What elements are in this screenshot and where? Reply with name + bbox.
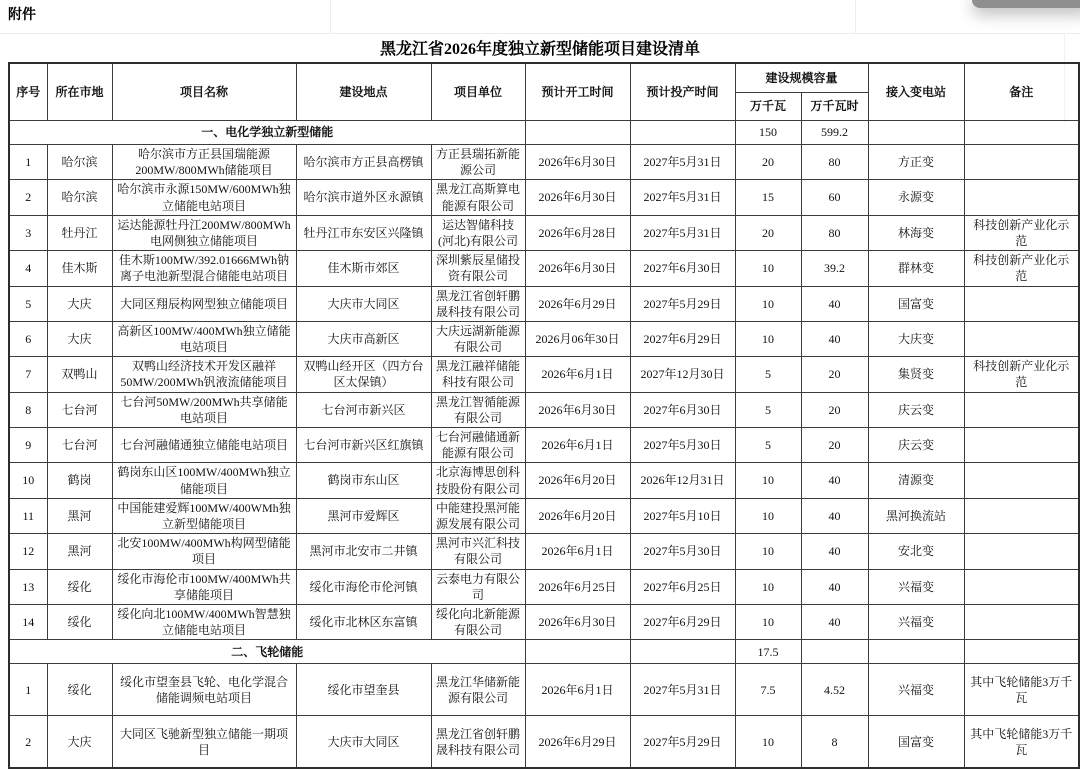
- cell-city: 双鸭山: [47, 357, 112, 392]
- cell-unit: 运达智储科技(河北)有限公司: [431, 215, 525, 250]
- table-row: [9, 534, 1079, 569]
- cell-seq: 13: [9, 569, 47, 604]
- cell-capacity-mwh: 40: [801, 534, 868, 569]
- cell-capacity-mwh: 39.2: [801, 251, 868, 286]
- cell-seq: 7: [9, 357, 47, 392]
- cell-project-name: 绥化向北100MW/400MWh智慧独立储能电站项目: [112, 604, 296, 639]
- table-row: [9, 716, 1079, 769]
- cell-seq: 2: [9, 716, 47, 769]
- section-capacity-mw: 150: [735, 121, 801, 145]
- cell-unit: 深圳紫辰星储投资有限公司: [431, 251, 525, 286]
- cell-capacity-mwh: 60: [801, 180, 868, 215]
- header-capacity-mw: 万千瓦: [735, 93, 801, 121]
- cell-remark: 其中飞轮储能3万千瓦: [964, 664, 1079, 716]
- cell-project-name: 七台河融储通独立储能电站项目: [112, 428, 296, 463]
- cell-substation: 兴福变: [868, 664, 964, 716]
- cell-capacity-mw: 20: [735, 215, 801, 250]
- cell-production-date: 2027年6月30日: [630, 251, 735, 286]
- cell-remark: [964, 498, 1079, 533]
- cell-capacity-mw: 10: [735, 498, 801, 533]
- header-unit: 项目单位: [431, 63, 525, 121]
- table-row: [9, 215, 1079, 250]
- table-row: [9, 357, 1079, 392]
- cell-city: 哈尔滨: [47, 145, 112, 180]
- cell-remark: [964, 604, 1079, 639]
- section-prod-blank: [630, 640, 735, 664]
- background-gridline-vertical-2: [855, 0, 856, 33]
- cell-remark: [964, 463, 1079, 498]
- section-start-blank: [525, 640, 630, 664]
- cell-seq: 4: [9, 251, 47, 286]
- cell-location: 双鸭山经开区（四方台区太保镇）: [296, 357, 431, 392]
- cell-location: 七台河市新兴区红旗镇: [296, 428, 431, 463]
- cell-city: 七台河: [47, 392, 112, 427]
- cell-capacity-mwh: 40: [801, 604, 868, 639]
- cell-capacity-mwh: 4.52: [801, 664, 868, 716]
- cell-remark: [964, 428, 1079, 463]
- cell-production-date: 2027年5月30日: [630, 534, 735, 569]
- cell-capacity-mwh: 20: [801, 392, 868, 427]
- cell-location: 黑河市北安市二井镇: [296, 534, 431, 569]
- cell-capacity-mw: 10: [735, 321, 801, 356]
- cell-start-date: 2026年6月1日: [525, 428, 630, 463]
- cell-substation: 国富变: [868, 716, 964, 769]
- cell-unit: 中能建投黑河能源发展有限公司: [431, 498, 525, 533]
- cell-seq: 5: [9, 286, 47, 321]
- header-capacity-mwh: 万千瓦时: [801, 93, 868, 121]
- cell-substation: 安北变: [868, 534, 964, 569]
- table-row: [9, 180, 1079, 215]
- cell-capacity-mwh: 40: [801, 286, 868, 321]
- table-row: [9, 664, 1079, 716]
- section-capacity-mwh: [801, 640, 868, 664]
- cell-substation: 庆云变: [868, 428, 964, 463]
- cell-production-date: 2026年12月31日: [630, 463, 735, 498]
- cell-city: 牡丹江: [47, 215, 112, 250]
- cell-substation: 集贤变: [868, 357, 964, 392]
- cell-substation: 群林变: [868, 251, 964, 286]
- cell-unit: 黑龙江省创轩鹏晟科技有限公司: [431, 286, 525, 321]
- cell-remark: [964, 569, 1079, 604]
- table-row: [9, 463, 1079, 498]
- cell-substation: 大庆变: [868, 321, 964, 356]
- cell-production-date: 2027年6月25日: [630, 569, 735, 604]
- section-row: [9, 640, 1079, 664]
- cell-substation: 兴福变: [868, 604, 964, 639]
- table-row: [9, 498, 1079, 533]
- cell-capacity-mw: 5: [735, 392, 801, 427]
- cell-location: 哈尔滨市道外区永源镇: [296, 180, 431, 215]
- cell-start-date: 2026年6月1日: [525, 664, 630, 716]
- cell-start-date: 2026年6月1日: [525, 357, 630, 392]
- cell-city: 哈尔滨: [47, 180, 112, 215]
- cell-project-name: 绥化市望奎县飞轮、电化学混合储能调频电站项目: [112, 664, 296, 716]
- cell-substation: 庆云变: [868, 392, 964, 427]
- cell-capacity-mwh: 8: [801, 716, 868, 769]
- cell-unit: 黑龙江高斯算电能源有限公司: [431, 180, 525, 215]
- cell-production-date: 2027年6月29日: [630, 321, 735, 356]
- cell-location: 绥化市北林区东富镇: [296, 604, 431, 639]
- cell-start-date: 2026年6月29日: [525, 716, 630, 769]
- cell-unit: 七台河融储通新能源有限公司: [431, 428, 525, 463]
- cell-city: 绥化: [47, 569, 112, 604]
- cell-capacity-mw: 10: [735, 463, 801, 498]
- cell-substation: 黑河换流站: [868, 498, 964, 533]
- cell-project-name: 大同区飞驰新型独立储能一期项目: [112, 716, 296, 769]
- cell-capacity-mwh: 80: [801, 145, 868, 180]
- cell-seq: 6: [9, 321, 47, 356]
- table-row: [9, 145, 1079, 180]
- table-row: [9, 569, 1079, 604]
- cell-capacity-mwh: 40: [801, 498, 868, 533]
- section-capacity-mwh: 599.2: [801, 121, 868, 145]
- cell-seq: 3: [9, 215, 47, 250]
- cell-capacity-mwh: 80: [801, 215, 868, 250]
- cell-production-date: 2027年5月29日: [630, 716, 735, 769]
- cell-city: 大庆: [47, 716, 112, 769]
- cell-seq: 2: [9, 180, 47, 215]
- section-prod-blank: [630, 121, 735, 145]
- cell-project-name: 佳木斯100MW/392.01666MWh钠离子电池新型混合储能电站项目: [112, 251, 296, 286]
- cell-capacity-mw: 10: [735, 604, 801, 639]
- cell-production-date: 2027年6月29日: [630, 604, 735, 639]
- cell-capacity-mw: 7.5: [735, 664, 801, 716]
- cell-project-name: 七台河50MW/200MWh共享储能电站项目: [112, 392, 296, 427]
- header-city: 所在市地: [47, 63, 112, 121]
- section-remark-blank: [964, 640, 1079, 664]
- cell-seq: 10: [9, 463, 47, 498]
- cell-city: 绥化: [47, 604, 112, 639]
- cell-start-date: 2026年6月30日: [525, 180, 630, 215]
- corner-ui-fragment: [972, 0, 1080, 8]
- header-location: 建设地点: [296, 63, 431, 121]
- cell-production-date: 2027年5月30日: [630, 428, 735, 463]
- cell-substation: 方正变: [868, 145, 964, 180]
- header-remark: 备注: [964, 63, 1079, 121]
- cell-location: 大庆市大同区: [296, 286, 431, 321]
- cell-production-date: 2027年5月31日: [630, 145, 735, 180]
- cell-production-date: 2027年5月10日: [630, 498, 735, 533]
- header-capacity-group: 建设规模容量: [735, 63, 868, 93]
- background-gridline-horizontal: [0, 33, 1080, 34]
- cell-city: 佳木斯: [47, 251, 112, 286]
- cell-capacity-mw: 10: [735, 716, 801, 769]
- table-row: [9, 604, 1079, 639]
- section-substation-blank: [868, 121, 964, 145]
- cell-production-date: 2027年5月31日: [630, 180, 735, 215]
- cell-project-name: 哈尔滨市方正县国瑞能源200MW/800MWh储能项目: [112, 145, 296, 180]
- cell-city: 黑河: [47, 534, 112, 569]
- projects-table: [8, 62, 1080, 769]
- section-start-blank: [525, 121, 630, 145]
- cell-remark: [964, 286, 1079, 321]
- cell-unit: 云泰电力有限公司: [431, 569, 525, 604]
- cell-city: 绥化: [47, 664, 112, 716]
- cell-start-date: 2026年6月30日: [525, 251, 630, 286]
- cell-project-name: 运达能源牡丹江200MW/800MWh电网侧独立储能项目: [112, 215, 296, 250]
- cell-substation: 林海变: [868, 215, 964, 250]
- cell-remark: 科技创新产业化示范: [964, 357, 1079, 392]
- cell-capacity-mw: 20: [735, 145, 801, 180]
- cell-remark: 科技创新产业化示范: [964, 251, 1079, 286]
- cell-production-date: 2027年5月31日: [630, 664, 735, 716]
- cell-capacity-mw: 10: [735, 286, 801, 321]
- cell-city: 大庆: [47, 286, 112, 321]
- cell-location: 鹤岗市东山区: [296, 463, 431, 498]
- cell-location: 绥化市望奎县: [296, 664, 431, 716]
- table-row: [9, 428, 1079, 463]
- cell-start-date: 2026月06年30日: [525, 321, 630, 356]
- cell-start-date: 2026年6月20日: [525, 463, 630, 498]
- cell-unit: 黑龙江省创轩鹏晟科技有限公司: [431, 716, 525, 769]
- attachment-label: 附件: [8, 6, 36, 22]
- cell-city: 大庆: [47, 321, 112, 356]
- table-row: [9, 286, 1079, 321]
- cell-capacity-mw: 10: [735, 569, 801, 604]
- cell-start-date: 2026年6月30日: [525, 145, 630, 180]
- cell-location: 绥化市海伦市伦河镇: [296, 569, 431, 604]
- cell-project-name: 北安100MW/400MWh构网型储能项目: [112, 534, 296, 569]
- cell-seq: 1: [9, 145, 47, 180]
- cell-capacity-mw: 5: [735, 357, 801, 392]
- section-title: 一、电化学独立新型储能: [9, 121, 525, 145]
- background-gridline-vertical-1: [330, 0, 331, 33]
- cell-production-date: 2027年12月30日: [630, 357, 735, 392]
- cell-remark: 其中飞轮储能3万千瓦: [964, 716, 1079, 769]
- cell-project-name: 大同区翔辰构网型独立储能项目: [112, 286, 296, 321]
- cell-capacity-mwh: 40: [801, 321, 868, 356]
- cell-location: 大庆市高新区: [296, 321, 431, 356]
- cell-capacity-mwh: 40: [801, 569, 868, 604]
- cell-seq: 1: [9, 664, 47, 716]
- cell-project-name: 双鸭山经济技术开发区融祥50MW/200MWh钒液流储能项目: [112, 357, 296, 392]
- cell-location: 大庆市大同区: [296, 716, 431, 769]
- cell-start-date: 2026年6月1日: [525, 534, 630, 569]
- cell-unit: 黑龙江智循能源有限公司: [431, 392, 525, 427]
- cell-unit: 黑河市兴汇科技有限公司: [431, 534, 525, 569]
- cell-production-date: 2027年5月29日: [630, 286, 735, 321]
- cell-project-name: 鹤岗东山区100MW/400MWh独立储能项目: [112, 463, 296, 498]
- cell-seq: 12: [9, 534, 47, 569]
- cell-capacity-mw: 15: [735, 180, 801, 215]
- cell-location: 牡丹江市东安区兴隆镇: [296, 215, 431, 250]
- cell-unit: 北京海博思创科技股份有限公司: [431, 463, 525, 498]
- cell-remark: [964, 321, 1079, 356]
- cell-seq: 9: [9, 428, 47, 463]
- header-seq: 序号: [9, 63, 47, 121]
- cell-unit: 黑龙江融祥储能科技有限公司: [431, 357, 525, 392]
- cell-city: 黑河: [47, 498, 112, 533]
- cell-production-date: 2027年6月30日: [630, 392, 735, 427]
- cell-substation: 国富变: [868, 286, 964, 321]
- cell-remark: [964, 534, 1079, 569]
- cell-remark: 科技创新产业化示范: [964, 215, 1079, 250]
- section-substation-blank: [868, 640, 964, 664]
- cell-project-name: 绥化市海伦市100MW/400MWh共享储能项目: [112, 569, 296, 604]
- table-row: [9, 321, 1079, 356]
- page-title: 黑龙江省2026年度独立新型储能项目建设清单: [379, 41, 700, 58]
- cell-unit: 黑龙江华储新能源有限公司: [431, 664, 525, 716]
- cell-city: 鹤岗: [47, 463, 112, 498]
- table-header: [9, 63, 1079, 121]
- cell-start-date: 2026年6月30日: [525, 392, 630, 427]
- section-row: [9, 121, 1079, 145]
- cell-start-date: 2026年6月29日: [525, 286, 630, 321]
- cell-start-date: 2026年6月20日: [525, 498, 630, 533]
- cell-seq: 14: [9, 604, 47, 639]
- cell-location: 黑河市爱辉区: [296, 498, 431, 533]
- header-start-date: 预计开工时间: [525, 63, 630, 121]
- cell-location: 哈尔滨市方正县高楞镇: [296, 145, 431, 180]
- cell-capacity-mw: 10: [735, 251, 801, 286]
- header-substation: 接入变电站: [868, 63, 964, 121]
- section-capacity-mw: 17.5: [735, 640, 801, 664]
- cell-seq: 11: [9, 498, 47, 533]
- cell-capacity-mw: 5: [735, 428, 801, 463]
- section-title: 二、飞轮储能: [9, 640, 525, 664]
- cell-capacity-mw: 10: [735, 534, 801, 569]
- cell-unit: 绥化向北新能源有限公司: [431, 604, 525, 639]
- cell-capacity-mwh: 40: [801, 463, 868, 498]
- cell-unit: 方正县瑞拓新能源公司: [431, 145, 525, 180]
- table-row: [9, 251, 1079, 286]
- table-body: [9, 121, 1079, 769]
- cell-remark: [964, 392, 1079, 427]
- cell-substation: 永源变: [868, 180, 964, 215]
- cell-project-name: 哈尔滨市永源150MW/600MWh独立储能电站项目: [112, 180, 296, 215]
- cell-production-date: 2027年5月31日: [630, 215, 735, 250]
- cell-start-date: 2026年6月25日: [525, 569, 630, 604]
- cell-location: 七台河市新兴区: [296, 392, 431, 427]
- cell-remark: [964, 180, 1079, 215]
- cell-project-name: 中国能建爱辉100MW/400WMh独立新型储能项目: [112, 498, 296, 533]
- cell-project-name: 高新区100MW/400MWh独立储能电站项目: [112, 321, 296, 356]
- cell-city: 七台河: [47, 428, 112, 463]
- cell-location: 佳木斯市郊区: [296, 251, 431, 286]
- cell-seq: 8: [9, 392, 47, 427]
- cell-remark: [964, 145, 1079, 180]
- header-production-date: 预计投产时间: [630, 63, 735, 121]
- cell-substation: 兴福变: [868, 569, 964, 604]
- cell-start-date: 2026年6月30日: [525, 604, 630, 639]
- cell-unit: 大庆远湖新能源有限公司: [431, 321, 525, 356]
- cell-start-date: 2026年6月28日: [525, 215, 630, 250]
- header-project-name: 项目名称: [112, 63, 296, 121]
- section-remark-blank: [964, 121, 1079, 145]
- cell-substation: 清源变: [868, 463, 964, 498]
- table-row: [9, 392, 1079, 427]
- cell-capacity-mwh: 20: [801, 357, 868, 392]
- cell-capacity-mwh: 20: [801, 428, 868, 463]
